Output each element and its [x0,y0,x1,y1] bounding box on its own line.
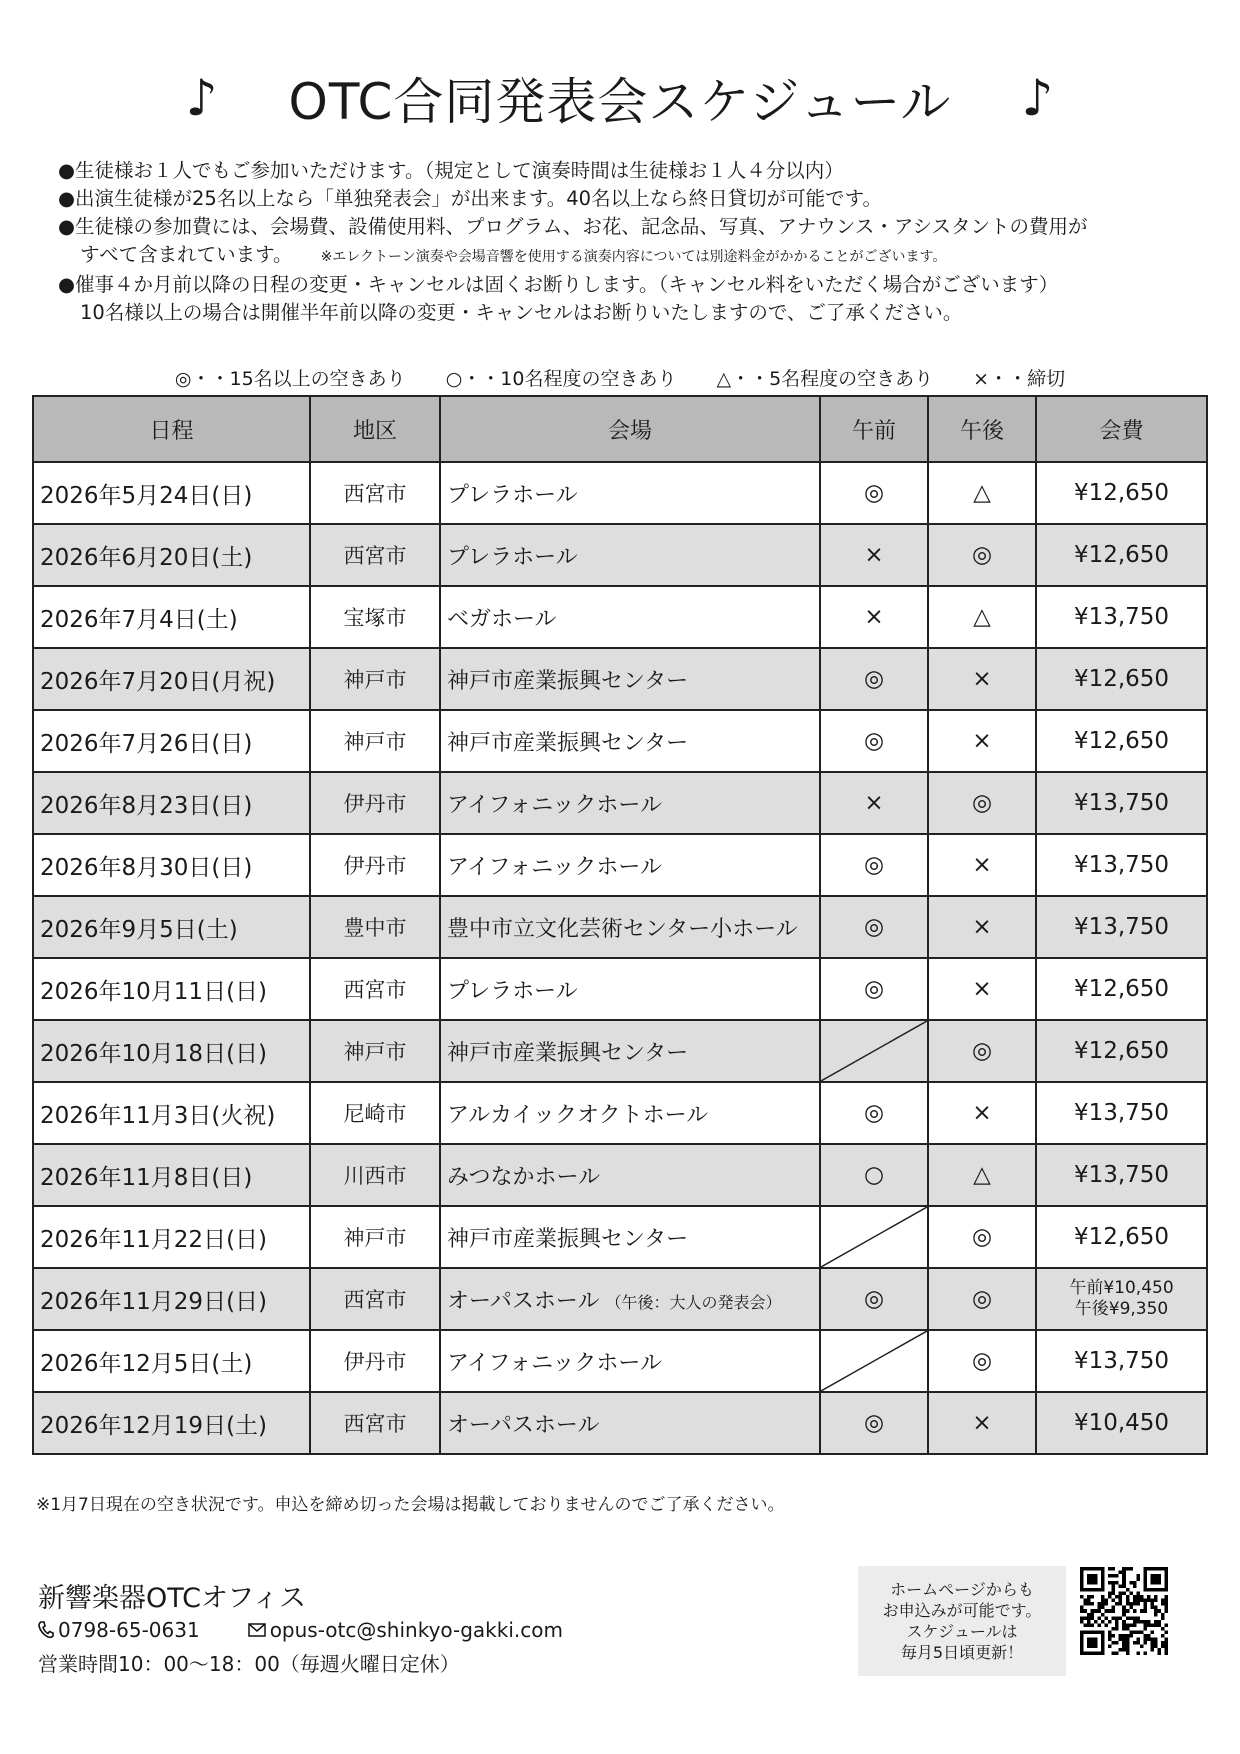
pm-cell: × [928,710,1036,772]
date-cell: 2026年11月29日(日) [33,1268,310,1330]
venue-cell [440,1268,820,1330]
footnote: ※1月7日現在の空き状況です。申込を締め切った会場は掲載しておりませんのでご了承ください。 [36,1495,785,1515]
venue-name: 豊中市立文化芸術センター小ホール [447,916,798,942]
venue-name: プレラホール [447,482,578,508]
page-title [0,62,1240,134]
area-cell: 西宮市 [310,462,440,524]
table-row [33,1144,1207,1206]
pm-cell: ◎ [928,524,1036,586]
table-row [33,958,1207,1020]
table-row [33,586,1207,648]
pm-cell: × [928,834,1036,896]
area-cell: 伊丹市 [310,772,440,834]
area-cell: 西宮市 [310,1268,440,1330]
date-cell: 2026年6月20日(土) [33,524,310,586]
fee-cell: ¥12,650 [1036,524,1207,586]
date-cell: 2026年8月23日(日) [33,772,310,834]
qr-code-icon[interactable] [1080,1567,1168,1655]
area-cell: 神戸市 [310,710,440,772]
venue-cell [440,1330,820,1392]
date-cell: 2026年10月18日(日) [33,1020,310,1082]
legend-item: ×・・締切 [973,368,1066,390]
pm-cell: △ [928,1144,1036,1206]
venue-cell [440,834,820,896]
contact-info [38,1618,563,1642]
table-row [33,1206,1207,1268]
area-cell: 神戸市 [310,648,440,710]
note-line: ●生徒様お１人でもご参加いただけます。（規定として演奏時間は生徒様お１人４分以内） [58,159,844,182]
am-cell: ◎ [820,462,928,524]
email-item [248,1618,563,1642]
date-cell: 2026年7月26日(日) [33,710,310,772]
am-cell: ◎ [820,834,928,896]
legend-item: ◎・・15名以上の空きあり [174,368,406,390]
area-cell: 西宮市 [310,524,440,586]
availability-legend [0,364,1240,391]
music-note-icon: ♪ [1021,69,1055,127]
am-cell [820,1330,928,1392]
pm-cell: × [928,648,1036,710]
am-cell: ◎ [820,648,928,710]
fee-cell: ¥13,750 [1036,1144,1207,1206]
note-line [58,241,1198,271]
homepage-notice [858,1566,1066,1676]
fee-pm: 午後¥9,350 [1074,1299,1169,1319]
fee-cell: ¥12,650 [1036,1020,1207,1082]
note-line: ●出演生徒様が25名以上なら「単独発表会」が出来ます。40名以上なら終日貸切が可能です。 [58,187,883,210]
notice-line: お申込みが可能です。 [882,1601,1042,1620]
fee-cell: ¥10,450 [1036,1392,1207,1454]
am-cell: ○ [820,1144,928,1206]
date-cell: 2026年10月11日(日) [33,958,310,1020]
header-pm: 午後 [928,396,1036,462]
venue-cell [440,958,820,1020]
venue-name: オーパスホール [447,1288,600,1314]
table-row [33,896,1207,958]
pm-cell: × [928,958,1036,1020]
venue-name: アイフォニックホール [447,854,662,880]
pm-cell: × [928,1082,1036,1144]
header-am: 午前 [820,396,928,462]
venue-cell [440,648,820,710]
venue-cell [440,586,820,648]
date-cell: 2026年7月20日(月祝) [33,648,310,710]
pm-cell: △ [928,462,1036,524]
area-cell: 尼崎市 [310,1082,440,1144]
company-name: 新響楽器OTCオフィス [38,1583,307,1614]
header-date: 日程 [33,396,310,462]
pm-cell: ◎ [928,1206,1036,1268]
table-row [33,462,1207,524]
phone-icon [38,1621,54,1639]
area-cell: 伊丹市 [310,1330,440,1392]
date-cell: 2026年12月19日(土) [33,1392,310,1454]
area-cell: 豊中市 [310,896,440,958]
fee-cell: ¥13,750 [1036,1082,1207,1144]
table-row [33,648,1207,710]
table-header-row [33,396,1207,462]
am-cell: × [820,586,928,648]
business-hours: 営業時間10：00～18：00（毎週火曜日定休） [38,1652,460,1676]
venue-cell [440,1144,820,1206]
pm-cell: △ [928,586,1036,648]
venue-name: 神戸市産業振興センター [447,1226,689,1252]
date-cell: 2026年11月3日(火祝) [33,1082,310,1144]
header-area: 地区 [310,396,440,462]
fee-cell: ¥13,750 [1036,1330,1207,1392]
fee-am: 午前¥10,450 [1069,1278,1174,1298]
date-cell: 2026年9月5日(土) [33,896,310,958]
note-text: すべて含まれています。 [80,243,293,266]
pm-cell: × [928,1392,1036,1454]
area-cell: 西宮市 [310,958,440,1020]
venue-cell [440,710,820,772]
pm-cell: ◎ [928,1268,1036,1330]
venue-cell [440,896,820,958]
pm-cell: ◎ [928,1330,1036,1392]
pm-cell: ◎ [928,1020,1036,1082]
am-cell: ◎ [820,1082,928,1144]
fee-cell: ¥12,650 [1036,462,1207,524]
venue-name: ベガホール [447,606,557,632]
am-cell: ◎ [820,710,928,772]
am-cell [820,1020,928,1082]
pm-cell: × [928,896,1036,958]
area-cell: 川西市 [310,1144,440,1206]
table-row [33,1392,1207,1454]
venue-name: オーパスホール [447,1412,600,1438]
am-cell: ◎ [820,958,928,1020]
pm-cell: ◎ [928,772,1036,834]
venue-name: アイフォニックホール [447,792,662,818]
note-small-text: ※エレクトーン演奏や会場音響を使用する演奏内容については別途料金がかかることがございます。 [320,249,947,265]
venue-cell [440,1082,820,1144]
venue-name: プレラホール [447,544,578,570]
table-row [33,1330,1207,1392]
venue-cell [440,1206,820,1268]
notes-section [58,157,1198,327]
fee-cell: ¥12,650 [1036,648,1207,710]
area-cell: 宝塚市 [310,586,440,648]
am-cell [820,1206,928,1268]
fee-cell [1036,1268,1207,1330]
legend-item: ○・・10名程度の空きあり [445,368,677,390]
schedule-table [32,395,1208,1455]
fee-cell: ¥13,750 [1036,586,1207,648]
header-venue: 会場 [440,396,820,462]
fee-cell: ¥13,750 [1036,772,1207,834]
venue-note: （午後：大人の発表会） [605,1292,782,1312]
date-cell: 2026年11月8日(日) [33,1144,310,1206]
mail-icon [248,1623,266,1637]
venue-cell [440,1392,820,1454]
am-cell: ◎ [820,896,928,958]
area-cell: 神戸市 [310,1206,440,1268]
venue-cell [440,524,820,586]
venue-name: 神戸市産業振興センター [447,730,689,756]
note-line: ●催事４か月前以降の日程の変更・キャンセルは固くお断りします。（キャンセル料をいただく場合がございます） [58,273,1059,296]
notice-line: スケジュールは [906,1622,1018,1641]
table-row [33,772,1207,834]
table-row [33,524,1207,586]
notice-line: 毎月5日頃更新！ [900,1643,1024,1662]
am-cell: ◎ [820,1268,928,1330]
venue-name: プレラホール [447,978,578,1004]
email-address[interactable]: opus-otc@shinkyo-gakki.com [269,1618,563,1642]
table-row [33,1082,1207,1144]
title-text: OTC合同発表会スケジュール [288,73,952,131]
date-cell: 2026年5月24日(日) [33,462,310,524]
am-cell: × [820,772,928,834]
not-available-slash [821,1021,927,1081]
venue-name: アルカイックオクトホール [447,1102,709,1128]
fee-cell: ¥12,650 [1036,958,1207,1020]
header-fee: 会費 [1036,396,1207,462]
note-line: 10名様以上の場合は開催半年前以降の変更・キャンセルはお断りいたしますので、ご了承ください。 [80,301,963,324]
music-note-icon: ♪ [185,69,219,127]
venue-name: 神戸市産業振興センター [447,668,689,694]
area-cell: 神戸市 [310,1020,440,1082]
fee-cell: ¥12,650 [1036,710,1207,772]
date-cell: 2026年8月30日(日) [33,834,310,896]
venue-name: アイフォニックホール [447,1350,662,1376]
venue-cell [440,462,820,524]
am-cell: ◎ [820,1392,928,1454]
date-cell: 2026年12月5日(土) [33,1330,310,1392]
fee-cell: ¥13,750 [1036,896,1207,958]
table-body [33,462,1207,1454]
phone-item [38,1618,200,1642]
venue-name: みつなかホール [447,1164,601,1190]
note-line: ●生徒様の参加費には、会場費、設備使用料、プログラム、お花、記念品、写真、アナウンス・アシスタントの費用が [58,215,1088,238]
table-row [33,710,1207,772]
fee-cell: ¥12,650 [1036,1206,1207,1268]
not-available-slash [821,1331,927,1391]
table-row [33,1268,1207,1330]
date-cell: 2026年11月22日(日) [33,1206,310,1268]
legend-item: △・・5名程度の空きあり [716,368,934,390]
fee-cell: ¥13,750 [1036,834,1207,896]
area-cell: 西宮市 [310,1392,440,1454]
venue-cell [440,772,820,834]
am-cell: × [820,524,928,586]
date-cell: 2026年7月4日(土) [33,586,310,648]
area-cell: 伊丹市 [310,834,440,896]
venue-name: 神戸市産業振興センター [447,1040,689,1066]
venue-cell [440,1020,820,1082]
table-row [33,1020,1207,1082]
table-row [33,834,1207,896]
phone-number[interactable]: 0798-65-0631 [58,1618,200,1642]
not-available-slash [821,1207,927,1267]
notice-line: ホームページからも [890,1580,1034,1599]
